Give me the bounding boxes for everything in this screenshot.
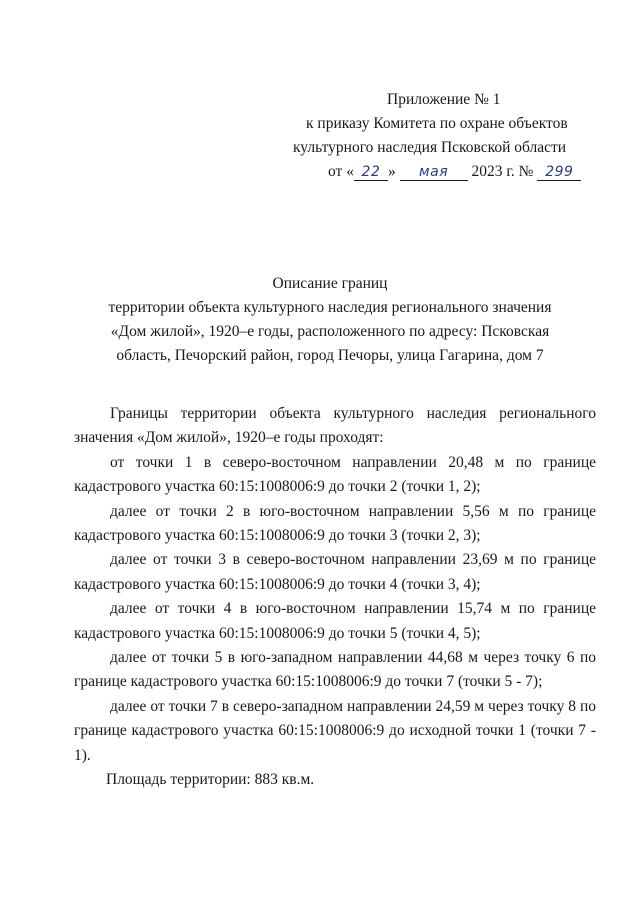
area-paragraph: Площадь территории: 883 кв.м.	[106, 771, 315, 789]
date-prefix: от «	[328, 163, 354, 180]
segment-paragraph: далее от точки 2 в юго-восточном направлении 5,56 м по границе кадастрового участка 60:15:1008006:9 до точки 3 (точки 2, 3);	[74, 502, 596, 545]
title-line-1: Описание границ	[272, 275, 388, 292]
segment-paragraph: далее от точки 7 в северо-западном направлении 24,59 м через точку 8 по границе кадастрового участка 60:15:1008006:9 до исходной точки 1 (точки 7 - 1).	[74, 697, 596, 764]
segment-paragraph: далее от точки 4 в юго-восточном направлении 15,74 м по границе кадастрового участка 60:15:1008006:9 до точки 5 (точки 4, 5);	[74, 600, 596, 642]
appendix-number: Приложение № 1	[387, 91, 501, 108]
order-date-line	[290, 160, 590, 184]
date-month: мая	[400, 164, 468, 181]
title-line-3: «Дом жилой», 1920–е годы, расположенного по адресу: Псковская	[110, 323, 550, 340]
document-title	[60, 272, 600, 368]
segment-paragraph: далее от точки 5 в юго-западном направлении 44,68 м через точку 6 по границе кадастрового участка 60:15:1008006:9 до точки 7 (точки 5 - 7);	[74, 649, 596, 691]
date-year: 2023 г. №	[471, 163, 534, 180]
segment-paragraph: далее от точки 3 в северо-восточном направлении 23,69 м по границе кадастрового участка 60:15:1008006:9 до точки 4 (точки 3, 4);	[74, 551, 596, 593]
order-reference: к приказу Комитета по охране объектов	[306, 115, 568, 132]
segment-paragraph: от точки 1 в северо-восточном направлении 20,48 м по границе кадастрового участка 60:15:1008006:9 до точки 2 (точки 1, 2);	[74, 453, 596, 496]
title-line-4: область, Печорский район, город Печоры, улица Гагарина, дом 7	[116, 347, 544, 364]
date-mid: »	[387, 163, 396, 180]
appendix-header	[290, 88, 590, 184]
date-day: 22	[354, 164, 388, 181]
intro-paragraph: Границы территории объекта культурного наследия регионального значения «Дом жилой», 1920–е годы проходят:	[74, 405, 596, 447]
order-number: 299	[537, 164, 581, 181]
committee-name: культурного наследия Псковской области	[293, 139, 567, 156]
title-line-2: территории объекта культурного наследия регионального значения	[108, 299, 552, 316]
document-body	[74, 402, 596, 793]
